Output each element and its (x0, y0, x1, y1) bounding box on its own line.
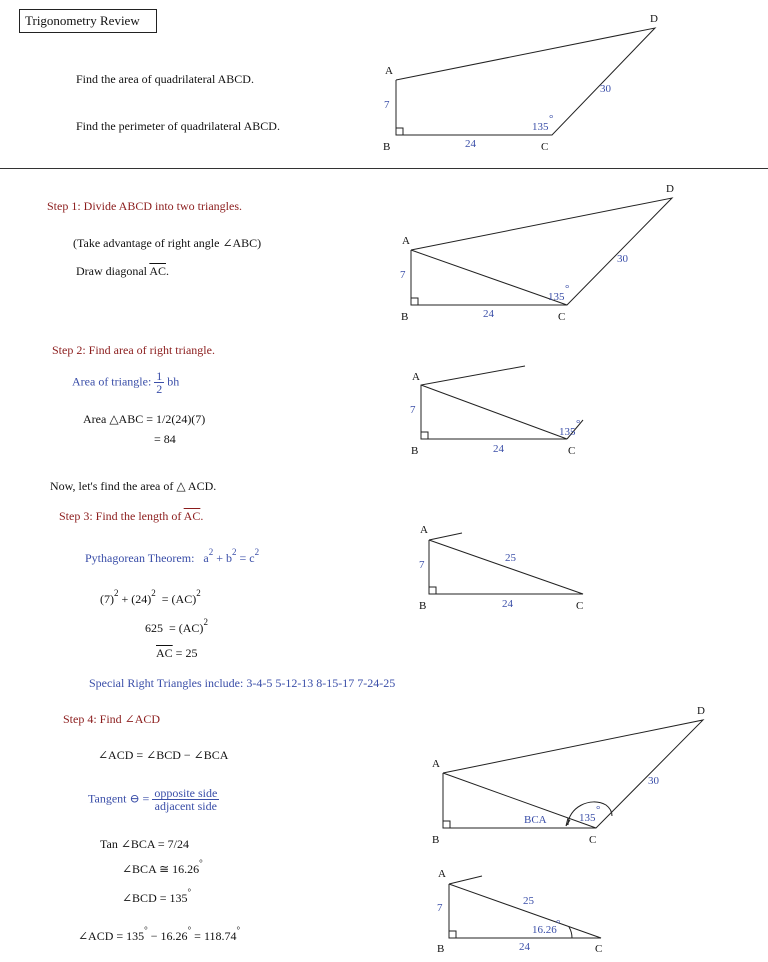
figure6-right-angle-mark (449, 931, 456, 938)
step3-heading-segment: $\overline{AC}$ (183, 509, 201, 523)
final-answer-135: ∠ACD = 135 (78, 929, 145, 943)
final-deg-2: ° (187, 925, 192, 935)
figure4-label-c: C (576, 600, 584, 612)
figure5-label-b: B (432, 834, 440, 846)
special-right-triangles: Special Right Triangles include: 3-4-5 5-12-13 8-15-17 7-24-25 (89, 676, 396, 690)
area-abc-result: = 84 (154, 432, 176, 446)
eq1-seven: (7) (100, 592, 114, 606)
tangent-denominator: adjacent side (154, 799, 217, 813)
figure2-right-angle-mark (411, 298, 418, 305)
figure-hypotenuse (419, 524, 583, 612)
exp-c: 2 (254, 547, 260, 557)
step3-heading-text: Step 3: Find the length of (59, 509, 182, 523)
tangent-label: Tangent ⊖ = (88, 791, 150, 806)
figure6-angle-value: 16.26 (532, 924, 557, 936)
figure6-side-bc: 24 (519, 941, 530, 953)
figure6-angle-arc (569, 927, 572, 938)
exp-b: 2 (232, 547, 237, 557)
figure5-label-d: D (697, 705, 705, 717)
figure4-label-b: B (419, 600, 427, 612)
step4-heading: Step 4: Find ∠ACD (63, 712, 161, 726)
fraction-denominator: 2 (156, 382, 163, 396)
question-area: Find the area of quadrilateral ABCD. (76, 72, 254, 86)
tangent-numerator: opposite side (154, 786, 218, 800)
figure2-side-ab: 7 (400, 269, 406, 281)
figure6-outline (449, 884, 601, 938)
step1-draw-text: Draw diagonal (76, 264, 147, 278)
figure6-ad-stub (449, 876, 482, 884)
figure3-angle-degree: ° (576, 418, 581, 430)
area-formula-label: Area of triangle: (72, 374, 152, 389)
eq1-exp-3: 2 (196, 588, 201, 598)
figure1-side-ab: 7 (384, 99, 390, 111)
figure4-right-angle-mark (429, 587, 436, 594)
eq3-result: = 25 (172, 646, 198, 660)
eq1-twentyfour: + (24) (121, 592, 152, 606)
page-title: Trigonometry Review (19, 9, 157, 33)
figure5-label-a: A (432, 758, 440, 770)
step1-heading: Step 1: Divide ABCD into two triangles. (47, 199, 242, 213)
figure3-right-angle-mark (421, 432, 428, 439)
tan-bca-line: Tan ∠BCA = 7/24 (100, 837, 189, 851)
figure-angle-bca (432, 705, 705, 846)
figure1-side-bc: 24 (465, 138, 476, 150)
figure3-side-bc: 24 (493, 443, 504, 455)
figure1-right-angle-mark (396, 128, 403, 135)
figure3-label-b: B (411, 445, 419, 457)
figure1-label-c: C (541, 141, 549, 153)
figure3-angle-c: 135 (559, 426, 576, 438)
question-perimeter: Find the perimeter of quadrilateral ABCD. (76, 119, 280, 133)
final-deg-3: ° (236, 925, 241, 935)
figure3-side-ab: 7 (410, 404, 416, 416)
exp-a: 2 (208, 547, 214, 557)
figure6-side-ab: 7 (437, 902, 443, 914)
figure6-label-a: A (438, 868, 446, 880)
area-formula-bh: bh (167, 374, 180, 389)
figure5-label-c: C (589, 834, 597, 846)
step1-draw-period: . (166, 264, 169, 278)
figure3-label-c: C (568, 445, 576, 457)
area-abc-line: Area △ABC = 1/2(24)(7) (83, 412, 206, 426)
figure5-label-bca: BCA (524, 814, 547, 826)
figure5-angle-degree: ° (596, 804, 601, 816)
figure2-label-a: A (402, 235, 410, 247)
pyth-plus-b: + b (216, 551, 233, 565)
step1-note-text: (Take advantage of right angle (73, 236, 220, 250)
eq2-ac: = (AC) (169, 621, 204, 635)
figure-quadrilateral (383, 13, 658, 153)
figure4-side-ac: 25 (505, 552, 516, 564)
pyth-a: a (203, 551, 209, 565)
figure2-label-d: D (666, 183, 674, 195)
bca-value-text: ∠BCA ≅ 16.26 (122, 862, 200, 876)
figure1-label-b: B (383, 141, 391, 153)
figure1-outline (396, 28, 655, 135)
figure2-diagonal-ac (411, 250, 570, 305)
figure4-label-a: A (420, 524, 428, 536)
pyth-eq-c: = c (239, 551, 255, 565)
figure3-outline (421, 366, 567, 439)
figure4-side-ab: 7 (419, 559, 425, 571)
eq2-exp: 2 (203, 617, 208, 627)
figure1-angle-degree: ° (549, 113, 554, 125)
eq3-segment: $\overline{AC}$ (156, 646, 173, 660)
figure5-right-angle-mark (443, 821, 450, 828)
figure2-angle-c: 135 (548, 291, 565, 303)
figure-diagonal (400, 183, 674, 323)
figure4-outline (429, 540, 583, 594)
figure6-side-ac: 25 (523, 895, 534, 907)
final-answer-minus: − 16.26 (147, 929, 188, 943)
figure5-angle-c: 135 (579, 812, 596, 824)
bca-degree: ° (199, 858, 203, 868)
step1-note-angle: ∠ABC) (222, 236, 262, 250)
step1-draw-segment: $\overline{AC}$ (149, 264, 166, 278)
figure4-side-bc: 24 (502, 598, 513, 610)
figure2-outline (411, 198, 672, 305)
bcd-value-text: ∠BCD = 135 (122, 891, 188, 905)
figure-right-triangle (410, 366, 583, 457)
figure2-side-bc: 24 (483, 308, 494, 320)
figure1-angle-c: 135 (532, 121, 549, 133)
angle-acd-equation: ∠ACD = ∠BCD − ∠BCA (98, 748, 229, 762)
figure6-angle-degree: ° (556, 918, 561, 930)
figure1-label-a: A (385, 65, 393, 77)
transition-text: Now, let's find the area of △ ACD. (50, 479, 217, 493)
final-answer-result: = 118.74 (191, 929, 237, 943)
figure2-label-b: B (401, 311, 409, 323)
figure-triangle-angle (437, 868, 602, 955)
figure3-label-a: A (412, 371, 420, 383)
figure1-side-cd: 30 (600, 83, 611, 95)
figure2-side-cd: 30 (617, 253, 628, 265)
eq2-625: 625 (145, 621, 163, 635)
step3-heading-period: . (200, 509, 204, 523)
step2-heading: Step 2: Find area of right triangle. (52, 343, 215, 357)
eq1-exp-2: 2 (151, 588, 156, 598)
figure5-side-cd: 30 (648, 775, 659, 787)
fraction-numerator: 1 (156, 369, 163, 383)
figure4-ad-stub (429, 533, 462, 540)
figure1-label-d: D (650, 13, 658, 25)
figure2-angle-degree: ° (565, 283, 570, 295)
figure6-label-c: C (595, 943, 603, 955)
figure6-label-b: B (437, 943, 445, 955)
figure5-diagonal-ac (443, 773, 596, 828)
bcd-degree: ° (187, 887, 192, 897)
figure2-label-c: C (558, 311, 566, 323)
eq1-exp-1: 2 (114, 588, 119, 598)
eq1-ac: = (AC) (161, 592, 197, 606)
pythagorean-label: Pythagorean Theorem: (85, 551, 195, 565)
final-deg-1: ° (144, 925, 148, 935)
